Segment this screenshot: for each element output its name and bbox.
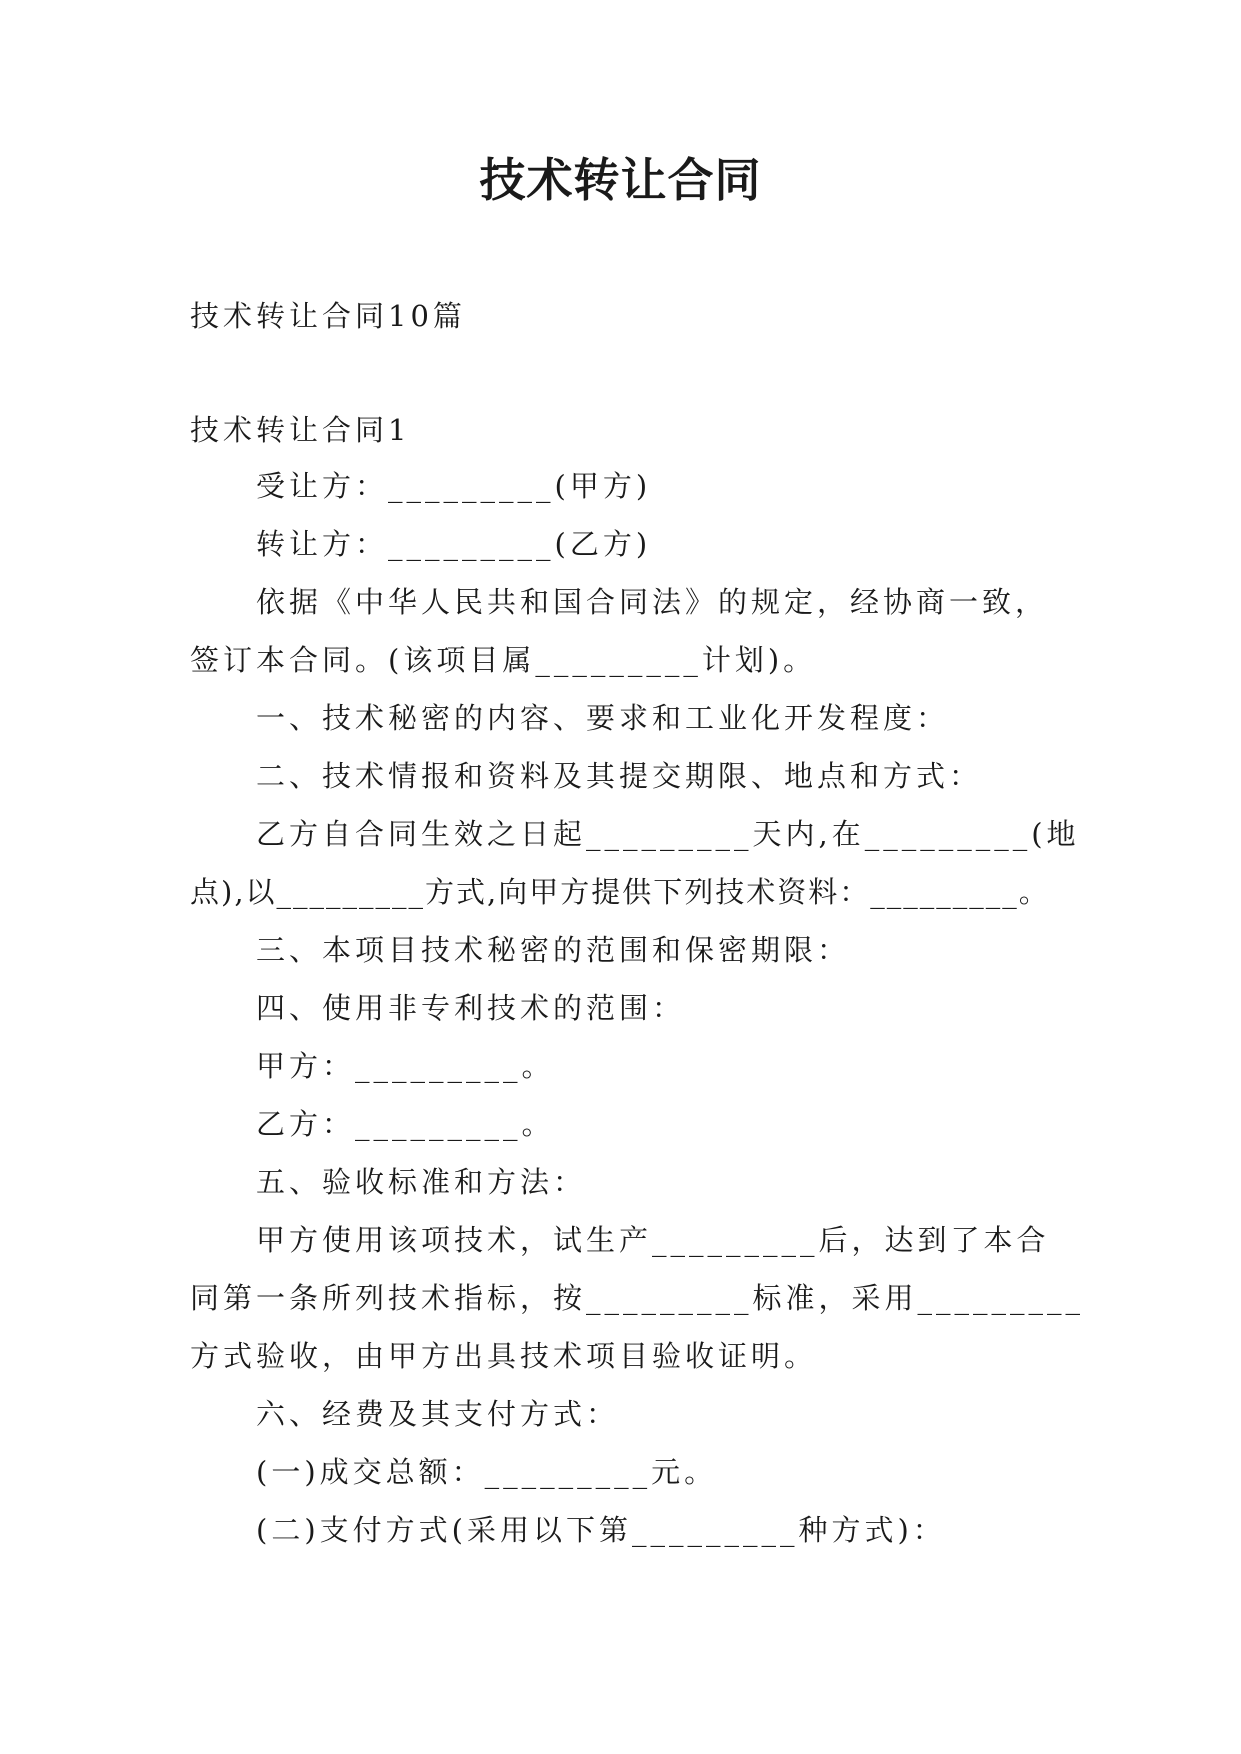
paragraph-line: 同第一条所列技术指标，按_________标准，采用_________ [190, 1281, 1085, 1315]
paragraph-line: 六、经费及其支付方式： [256, 1397, 620, 1431]
document-title: 技术转让合同 [479, 153, 762, 207]
paragraph-line: (二)支付方式(采用以下第_________种方式)： [256, 1513, 946, 1547]
section-heading: 技术转让合同1 [190, 413, 411, 447]
paragraph-line: 甲方使用该项技术，试生产_________后，达到了本合 [256, 1223, 1050, 1257]
paragraph-line: 甲方：_________。 [256, 1049, 555, 1083]
paragraph-line: 转让方：_________(乙方) [256, 527, 652, 561]
paragraph-line: 乙方：_________。 [256, 1107, 555, 1141]
paragraph-line: 方式验收，由甲方出具技术项目验收证明。 [190, 1339, 818, 1373]
paragraph-line: 二、技术情报和资料及其提交期限、地点和方式： [256, 759, 983, 793]
paragraph-line: 三、本项目技术秘密的范围和保密期限： [256, 933, 851, 967]
paragraph-line: 乙方自合同生效之日起_________天内,在_________(地 [256, 817, 1080, 851]
paragraph-line: 四、使用非专利技术的范围： [256, 991, 686, 1025]
document-subtitle: 技术转让合同10篇 [190, 299, 466, 333]
paragraph-line: 依据《中华人民共和国合同法》的规定，经协商一致， [256, 585, 1049, 619]
paragraph-line: 五、验收标准和方法： [256, 1165, 587, 1199]
paragraph-line: (一)成交总额：_________元。 [256, 1455, 718, 1489]
paragraph-line: 受让方：_________(甲方) [256, 469, 652, 503]
paragraph-line: 点),以_________方式,向甲方提供下列技术资料：_________。 [190, 875, 1050, 909]
paragraph-line: 签订本合同。(该项目属_________计划)。 [190, 643, 817, 677]
paragraph-line: 一、技术秘密的内容、要求和工业化开发程度： [256, 701, 950, 735]
